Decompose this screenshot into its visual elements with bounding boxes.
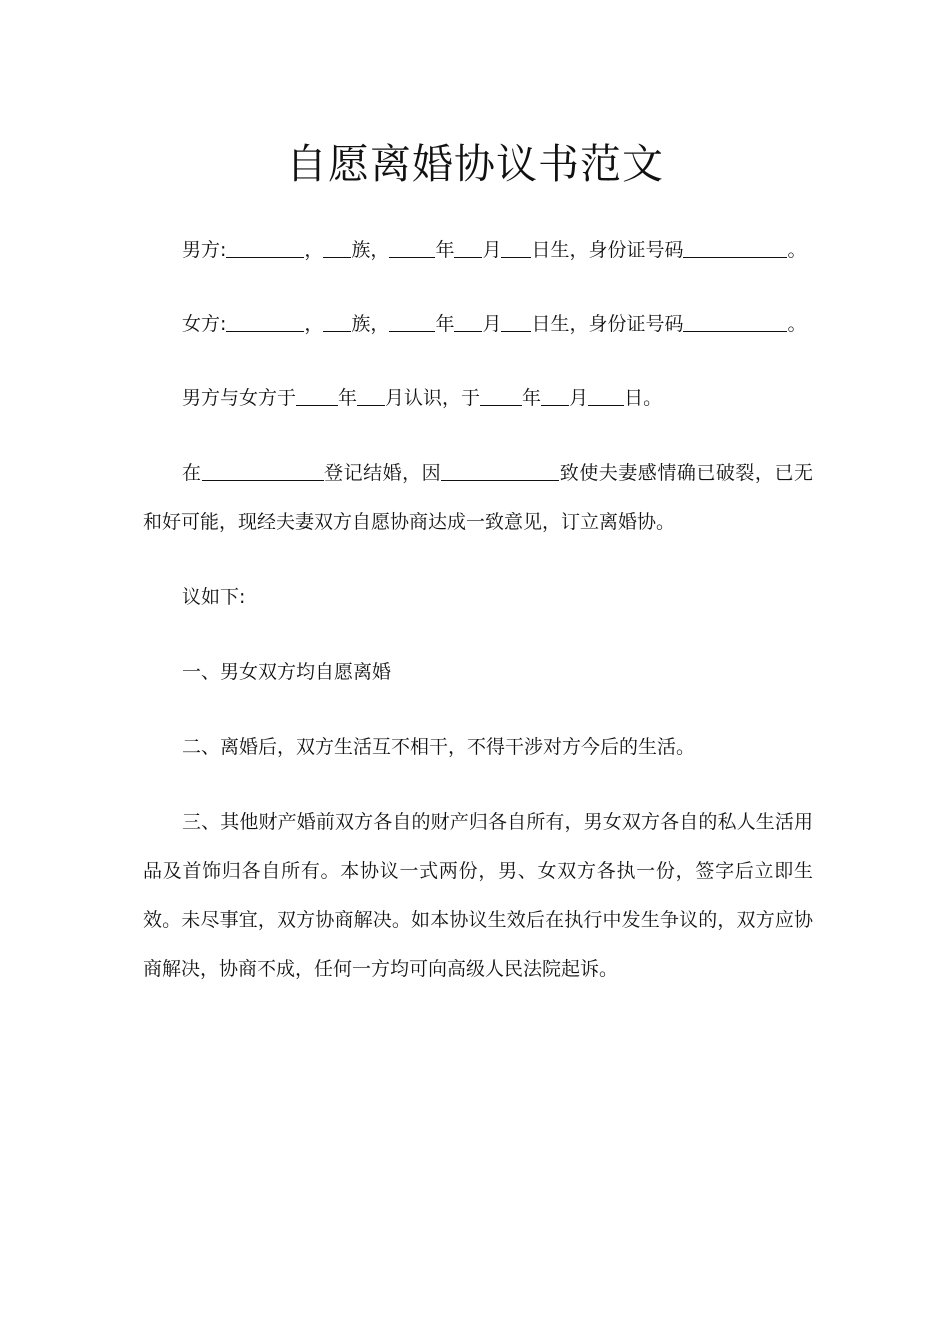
male-day-blank <box>501 239 531 258</box>
male-id-blank <box>683 239 787 258</box>
female-label: 女方: <box>182 313 227 335</box>
agreement-intro: 议如下: <box>182 586 246 608</box>
male-name-blank <box>226 239 304 258</box>
male-ethnicity-blank <box>323 239 351 258</box>
clause-3: 三、其他财产婚前双方各自的财产归各自所有，男女双方各自的私人生活用品及首饰归各自所有。本协议一式两份，男、女双方各执一份，签字后立即生效。未尽事宜，双方协商解决。如本协议生效后在执行中发生争议的，双方应协商解决，协商不成，任何一方均可向高级人民法院起诉。 <box>143 811 813 980</box>
document-title: 自愿离婚协议书范文 <box>286 140 664 188</box>
marry-year-blank <box>480 387 522 406</box>
reason-blank <box>441 462 559 481</box>
female-ethnicity-blank <box>323 313 351 332</box>
male-month-blank <box>454 239 482 258</box>
female-name-blank <box>226 313 304 332</box>
marriage-paragraph: 在 登记结婚，因 致使夫妻感情确已破裂，已无和好可能，现经夫妻双方自愿协商达成一致意见，订立离婚协。 <box>143 462 813 533</box>
clause-2: 二、离婚后，双方生活互不相干，不得干涉对方今后的生活。 <box>182 736 696 758</box>
female-day-blank <box>501 313 531 332</box>
female-id-blank <box>683 313 787 332</box>
marry-month-blank <box>541 387 569 406</box>
meet-month-blank <box>357 387 385 406</box>
male-label: 男方: <box>182 239 227 261</box>
meet-year-blank <box>296 387 338 406</box>
registration-place-blank <box>202 462 324 481</box>
female-year-blank <box>389 313 435 332</box>
female-month-blank <box>454 313 482 332</box>
male-info-line: 男方: ， 族， 年 月 日生，身份证号码 。 <box>182 239 807 261</box>
female-info-line: 女方: ， 族， 年 月 日生，身份证号码 。 <box>182 313 807 335</box>
clause-1: 一、男女双方均自愿离婚 <box>182 661 392 683</box>
meeting-line: 男方与女方于 年 月认识，于 年 月 日。 <box>182 387 663 409</box>
male-year-blank <box>389 239 435 258</box>
marry-day-blank <box>588 387 624 406</box>
